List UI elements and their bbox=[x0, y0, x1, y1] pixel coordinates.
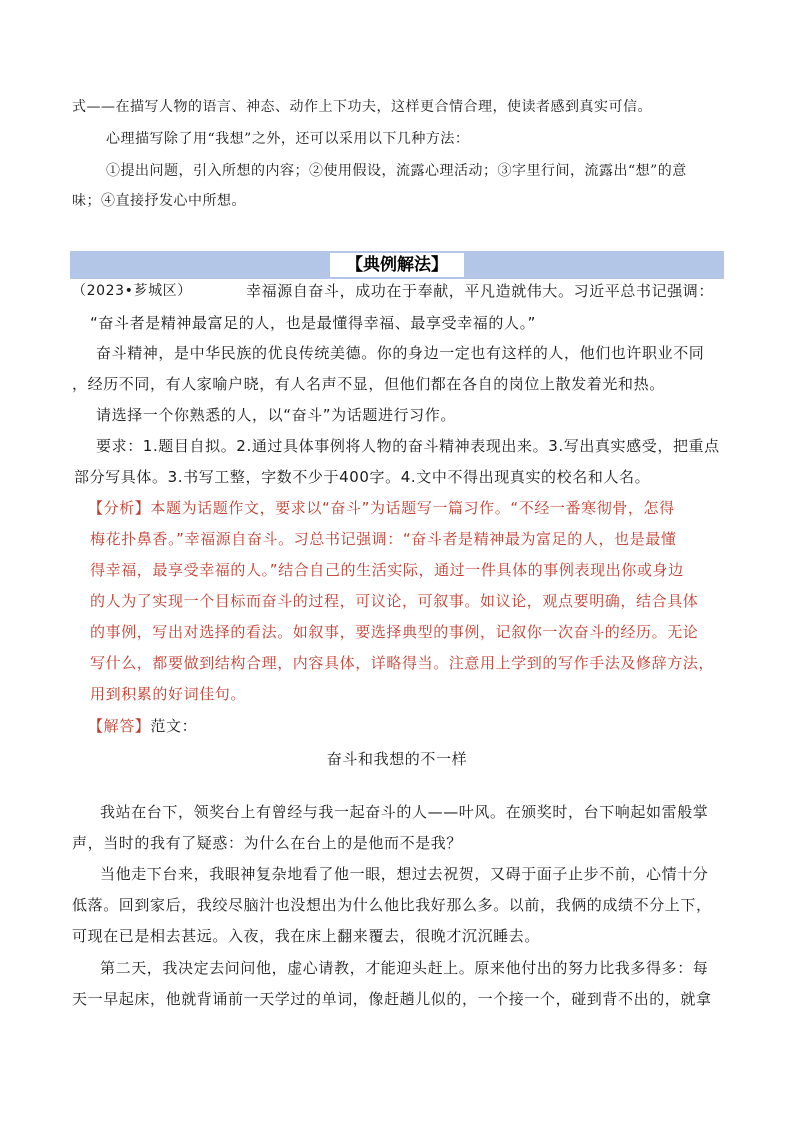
essay-title: 奋斗和我想的不一样 bbox=[326, 750, 468, 768]
question-requirement-1: 要求：1.题目自拟。2.通过具体事例将人物的奋斗精神表现出来。3.写出真实感受，把重点 bbox=[96, 437, 720, 455]
essay-p2-line-3: 可现在已是相去甚远。入夜，我在床上翻来覆去，很晚才沉沉睡去。 bbox=[72, 927, 541, 945]
analysis-line-1 bbox=[88, 498, 675, 518]
question-prompt-5: 请选择一个你熟悉的人，以“奋斗”为话题进行习作。 bbox=[96, 406, 456, 424]
answer-tag: 【解答】 bbox=[88, 717, 151, 735]
question-source: （2023•芗城区） bbox=[72, 283, 192, 299]
essay-p2-line-2: 低落。回到家后，我绞尽脑汁也没想出为什么他比我好那么多。以前，我俩的成绩不分上下， bbox=[72, 896, 712, 914]
analysis-line-7: 用到积累的好词佳句。 bbox=[90, 685, 247, 703]
essay-p1-line-1: 我站在台下，领奖台上有曾经与我一起奋斗的人——叶风。在颁奖时，台下响起如雷般掌 bbox=[100, 803, 709, 821]
question-prompt-3: 奋斗精神，是中华民族的优良传统美德。你的身边一定也有这样的人，他们也许职业不同 bbox=[96, 344, 705, 362]
essay-p3-line-1: 第二天，我决定去问问他，虚心请教，才能迎头赶上。原来他付出的努力比我多得多：每 bbox=[100, 959, 709, 977]
section-title: 【典例解法】 bbox=[330, 253, 464, 277]
analysis-line-6: 写什么，都要做到结构合理，内容具体，详略得当。注意用上学到的写作手法及修辞方法， bbox=[90, 654, 715, 672]
analysis-line-4: 的人为了实现一个目标而奋斗的过程，可议论，可叙事。如议论，观点要明确，结合具体 bbox=[90, 592, 699, 610]
essay-p1-line-2: 声，当时的我有了疑惑：为什么在台上的是他而不是我？ bbox=[72, 834, 463, 852]
question-prompt-4: ，经历不同，有人家喻户晓，有人名声不显，但他们都在各自的岗位上散发着光和热。 bbox=[72, 375, 665, 393]
essay-p3-line-2: 天一早起床，他就背诵前一天学过的单词，像赶趟儿似的，一个接一个，碰到背不出的，就拿 bbox=[72, 990, 712, 1008]
question-prompt-1: 幸福源自奋斗，成功在于奉献，平凡造就伟大。习近平总书记强调： bbox=[246, 282, 715, 300]
tips-line-4: 味；④直接抒发心中所想。 bbox=[72, 193, 246, 209]
analysis-line-5: 的事例，写出对选择的看法。如叙事，要选择典型的事例，记叙你一次奋斗的经历。无论 bbox=[90, 623, 699, 641]
analysis-line-2: 梅花扑鼻香。”幸福源自奋斗。习总书记强调：“奋斗者是精神最为富足的人，也是最懂 bbox=[90, 530, 677, 548]
tips-line-2: 心理描写除了用“我想”之外，还可以采用以下几种方法： bbox=[106, 131, 470, 147]
tips-line-3: ①提出问题，引入所想的内容；②使用假设，流露心理活动；③字里行间，流露出“想”的意 bbox=[106, 163, 687, 179]
question-prompt-2: “奋斗者是精神最富足的人，也是最懂得幸福、最享受幸福的人。” bbox=[90, 314, 537, 332]
analysis-text-1: 本题为话题作文，要求以“奋斗”为话题写一篇习作。“不经一番寒彻骨，怎得 bbox=[150, 499, 675, 517]
answer-label: 范文： bbox=[150, 717, 198, 735]
essay-p2-line-1: 当他走下台来，我眼神复杂地看了他一眼，想过去祝贺，又碍于面子止步不前，心情十分 bbox=[100, 865, 709, 883]
analysis-line-3: 得幸福，最享受幸福的人。”结合自己的生活实际，通过一件具体的事例表现出你或身边 bbox=[90, 561, 684, 579]
question-requirement-2: 部分写具体。3.书写工整，字数不少于400字。4.文中不得出现真实的校名和人名。 bbox=[74, 468, 651, 486]
tips-line-1: 式——在描写人物的语言、神态、动作上下功夫，这样更合情合理，使读者感到真实可信。 bbox=[72, 99, 652, 115]
answer-line bbox=[88, 716, 197, 736]
analysis-tag: 【分析】 bbox=[88, 499, 151, 517]
